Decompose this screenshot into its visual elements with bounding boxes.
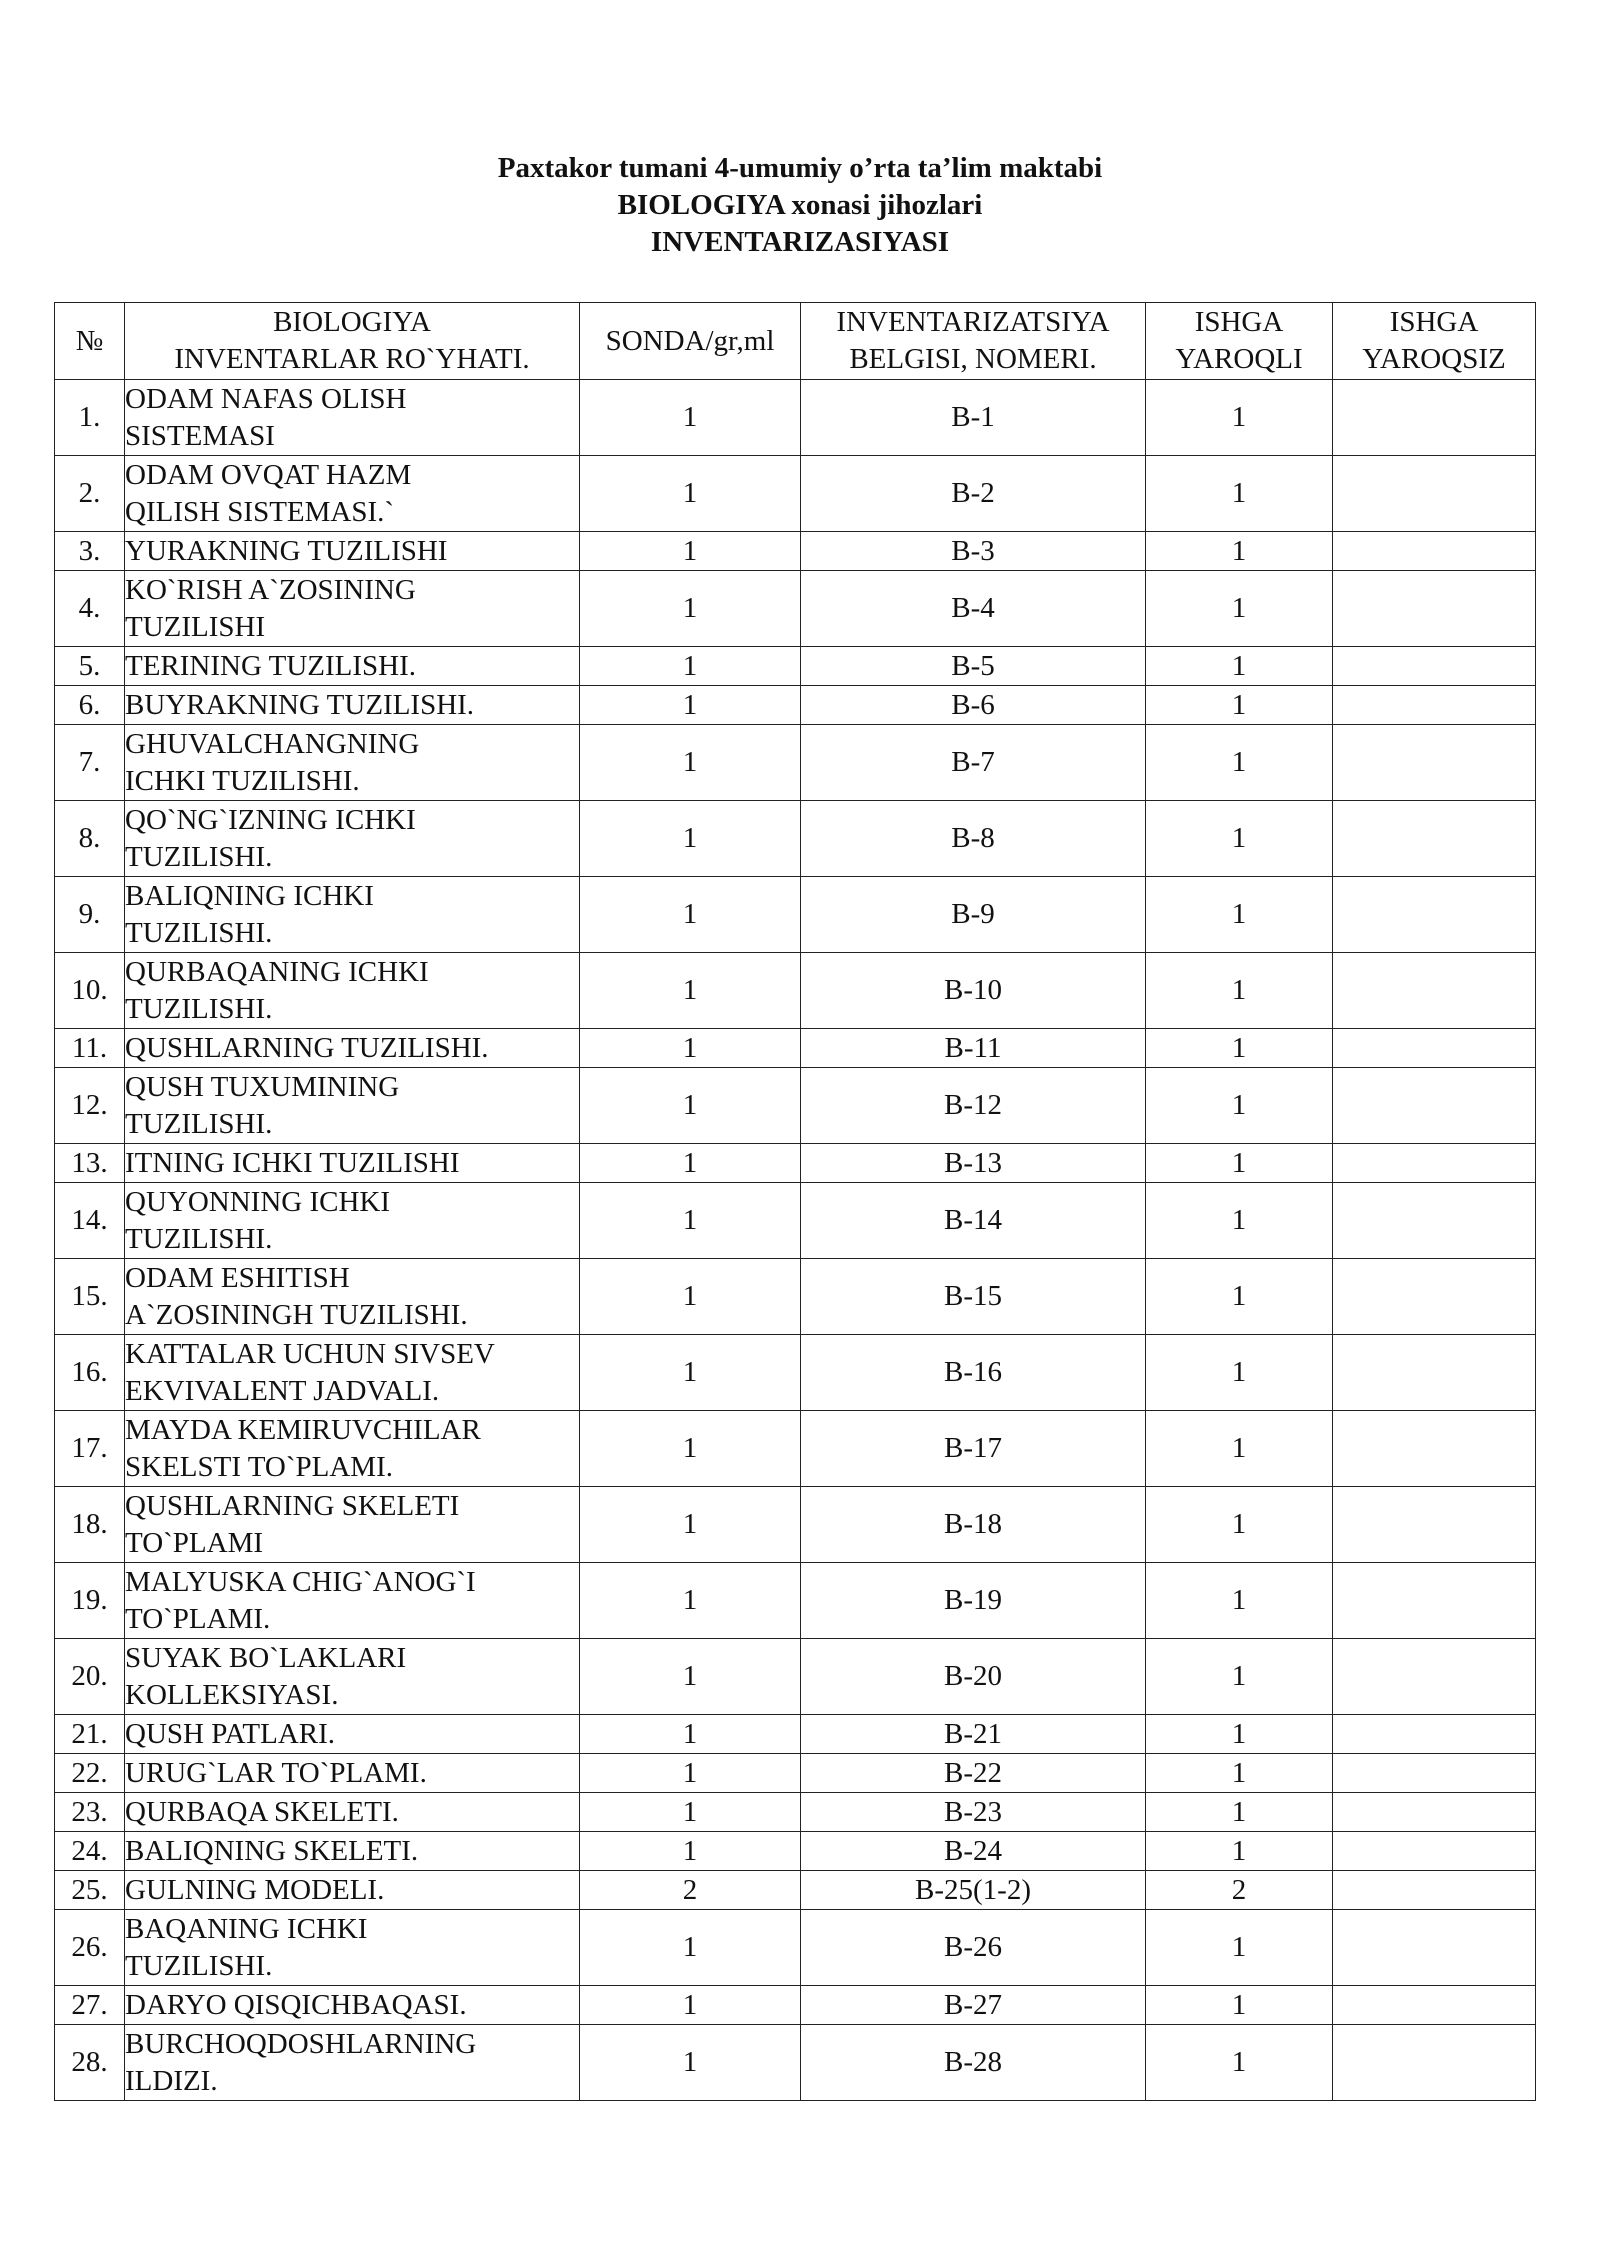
row-number: 24. [55, 1832, 125, 1871]
item-usable-count: 1 [1146, 456, 1333, 532]
table-row [55, 1068, 1536, 1144]
item-name-line: TUZILISHI. [125, 1949, 273, 1982]
item-usable-count: 1 [1146, 877, 1333, 953]
item-unusable-count [1333, 953, 1536, 1029]
item-name-line: EKVIVALENT JADVALI. [125, 1374, 440, 1407]
item-quantity: 2 [580, 1871, 801, 1910]
inventory-table [54, 302, 1536, 2101]
column-header-line: BELGISI, NOMERI. [849, 343, 1097, 375]
item-name-line: SKELSTI TO`PLAMI. [125, 1450, 393, 1483]
item-unusable-count [1333, 380, 1536, 456]
item-code: B-27 [801, 1986, 1146, 2025]
item-name [125, 647, 580, 686]
item-quantity: 1 [580, 1793, 801, 1832]
row-number: 1. [55, 380, 125, 456]
row-number: 23. [55, 1793, 125, 1832]
item-name-line: MALYUSKA CHIG`ANOG`I [125, 1565, 476, 1598]
item-usable-count: 1 [1146, 1832, 1333, 1871]
item-unusable-count [1333, 1832, 1536, 1871]
item-code: B-23 [801, 1793, 1146, 1832]
item-name-line: KATTALAR UCHUN SIVSEV [125, 1337, 495, 1370]
item-unusable-count [1333, 1715, 1536, 1754]
item-name-line: ODAM NAFAS OLISH [125, 382, 407, 415]
item-usable-count: 1 [1146, 686, 1333, 725]
item-code: B-28 [801, 2025, 1146, 2101]
item-quantity: 1 [580, 1986, 801, 2025]
item-usable-count: 1 [1146, 571, 1333, 647]
item-quantity: 1 [580, 1715, 801, 1754]
item-name [125, 686, 580, 725]
item-unusable-count [1333, 877, 1536, 953]
table-row [55, 877, 1536, 953]
item-name-line: TUZILISHI. [125, 840, 273, 873]
item-name-line: SUYAK BO`LAKLARI [125, 1641, 407, 1674]
table-row [55, 1335, 1536, 1411]
item-name-line: DARYO QISQICHBAQASI. [125, 1988, 467, 2021]
item-name [125, 380, 580, 456]
item-name-line: SISTEMASI [125, 419, 275, 452]
item-unusable-count [1333, 801, 1536, 877]
item-quantity: 1 [580, 877, 801, 953]
item-name [125, 1144, 580, 1183]
row-number: 18. [55, 1487, 125, 1563]
row-number: 22. [55, 1754, 125, 1793]
column-header-line: INVENTARLAR RO`YHATI. [174, 343, 530, 375]
table-row [55, 1487, 1536, 1563]
row-number: 6. [55, 686, 125, 725]
item-quantity: 1 [580, 456, 801, 532]
item-name-line: BALIQNING ICHKI [125, 879, 374, 912]
item-name-line: QILISH SISTEMASI.` [125, 495, 395, 528]
item-code: B-4 [801, 571, 1146, 647]
row-number: 19. [55, 1563, 125, 1639]
item-code: B-18 [801, 1487, 1146, 1563]
item-name-line: QUSH PATLARI. [125, 1717, 336, 1750]
item-code: B-15 [801, 1259, 1146, 1335]
item-usable-count: 1 [1146, 2025, 1333, 2101]
item-unusable-count [1333, 2025, 1536, 2101]
table-row [55, 1832, 1536, 1871]
item-code: B-5 [801, 647, 1146, 686]
row-number: 4. [55, 571, 125, 647]
item-name-line: ITNING ICHKI TUZILISHI [125, 1146, 460, 1179]
row-number: 27. [55, 1986, 125, 2025]
item-name [125, 725, 580, 801]
row-number: 20. [55, 1639, 125, 1715]
item-name [125, 2025, 580, 2101]
item-usable-count: 1 [1146, 1715, 1333, 1754]
table-row [55, 686, 1536, 725]
item-code: B-24 [801, 1832, 1146, 1871]
item-name-line: MAYDA KEMIRUVCHILAR [125, 1413, 481, 1446]
item-unusable-count [1333, 456, 1536, 532]
item-code: B-8 [801, 801, 1146, 877]
item-unusable-count [1333, 1144, 1536, 1183]
row-number: 9. [55, 877, 125, 953]
table-row [55, 1715, 1536, 1754]
item-usable-count: 1 [1146, 1183, 1333, 1259]
item-usable-count: 1 [1146, 1986, 1333, 2025]
item-unusable-count [1333, 1563, 1536, 1639]
item-unusable-count [1333, 647, 1536, 686]
document-title: INVENTARIZASIYASI [650, 226, 950, 258]
item-usable-count: 1 [1146, 1639, 1333, 1715]
document-header [0, 150, 1600, 261]
item-quantity: 1 [580, 1639, 801, 1715]
table-row [55, 1910, 1536, 1986]
table-row [55, 1259, 1536, 1335]
table-row [55, 1639, 1536, 1715]
item-usable-count: 1 [1146, 1487, 1333, 1563]
item-code: B-9 [801, 877, 1146, 953]
column-header-line: INVENTARIZATSIYA [836, 306, 1110, 338]
item-usable-count: 1 [1146, 953, 1333, 1029]
column-header-line: YAROQLI [1175, 343, 1303, 375]
item-name [125, 1793, 580, 1832]
item-name [125, 953, 580, 1029]
item-code: B-17 [801, 1411, 1146, 1487]
item-unusable-count [1333, 1335, 1536, 1411]
item-name-line: QUYONNING ICHKI [125, 1185, 390, 1218]
item-name [125, 1563, 580, 1639]
item-unusable-count [1333, 686, 1536, 725]
item-name-line: BAQANING ICHKI [125, 1912, 368, 1945]
item-code: B-21 [801, 1715, 1146, 1754]
row-number: 12. [55, 1068, 125, 1144]
item-name [125, 1411, 580, 1487]
row-number: 21. [55, 1715, 125, 1754]
row-number: 5. [55, 647, 125, 686]
column-header-line: BIOLOGIYA [273, 306, 431, 338]
item-unusable-count [1333, 1259, 1536, 1335]
item-name [125, 532, 580, 571]
item-name-line: QURBAQANING ICHKI [125, 955, 429, 988]
item-code: B-6 [801, 686, 1146, 725]
item-quantity: 1 [580, 1259, 801, 1335]
item-unusable-count [1333, 725, 1536, 801]
row-number: 15. [55, 1259, 125, 1335]
item-name-line: KOLLEKSIYASI. [125, 1678, 339, 1711]
item-quantity: 1 [580, 1563, 801, 1639]
column-header-usable [1146, 303, 1333, 380]
item-quantity: 1 [580, 1487, 801, 1563]
item-usable-count: 2 [1146, 1871, 1333, 1910]
item-quantity: 1 [580, 1910, 801, 1986]
item-usable-count: 1 [1146, 1754, 1333, 1793]
table-row [55, 1183, 1536, 1259]
item-name-line: ODAM ESHITISH [125, 1261, 350, 1294]
item-name-line: QUSHLARNING TUZILISHI. [125, 1031, 489, 1064]
row-number: 7. [55, 725, 125, 801]
item-name [125, 801, 580, 877]
item-name [125, 1487, 580, 1563]
column-header-name [125, 303, 580, 380]
item-name-line: URUG`LAR TO`PLAMI. [125, 1756, 427, 1789]
item-name [125, 1068, 580, 1144]
table-row [55, 1029, 1536, 1068]
row-number: 8. [55, 801, 125, 877]
item-quantity: 1 [580, 1754, 801, 1793]
item-name-line: TUZILISHI. [125, 992, 273, 1025]
table-row [55, 380, 1536, 456]
item-name-line: TUZILISHI. [125, 1222, 273, 1255]
item-name-line: TO`PLAMI. [125, 1602, 271, 1635]
table-row [55, 725, 1536, 801]
item-name-line: YURAKNING TUZILISHI [125, 534, 448, 567]
table-row [55, 1793, 1536, 1832]
table-row [55, 801, 1536, 877]
item-name-line: QURBAQA SKELETI. [125, 1795, 399, 1828]
table-header-row [55, 303, 1536, 380]
table-row [55, 532, 1536, 571]
item-code: B-26 [801, 1910, 1146, 1986]
item-usable-count: 1 [1146, 1563, 1333, 1639]
item-unusable-count [1333, 532, 1536, 571]
table-row [55, 2025, 1536, 2101]
item-usable-count: 1 [1146, 1335, 1333, 1411]
row-number: 3. [55, 532, 125, 571]
item-name [125, 1832, 580, 1871]
item-name-line: GHUVALCHANGNING [125, 727, 420, 760]
item-code: B-25(1-2) [801, 1871, 1146, 1910]
table-row [55, 1563, 1536, 1639]
item-name-line: TUZILISHI [125, 610, 266, 643]
item-code: B-1 [801, 380, 1146, 456]
item-quantity: 1 [580, 1183, 801, 1259]
item-unusable-count [1333, 1910, 1536, 1986]
item-name-line: QUSHLARNING SKELETI [125, 1489, 460, 1522]
item-name-line: BURCHOQDOSHLARNING [125, 2027, 477, 2060]
row-number: 13. [55, 1144, 125, 1183]
item-name [125, 1986, 580, 2025]
item-quantity: 1 [580, 1029, 801, 1068]
item-name-line: TUZILISHI. [125, 916, 273, 949]
item-name [125, 1871, 580, 1910]
item-unusable-count [1333, 1793, 1536, 1832]
item-name-line: GULNING MODELI. [125, 1873, 385, 1906]
item-code: B-2 [801, 456, 1146, 532]
item-name-line: ODAM OVQAT HAZM [125, 458, 412, 491]
table-row [55, 1871, 1536, 1910]
item-unusable-count [1333, 1986, 1536, 2025]
item-usable-count: 1 [1146, 1068, 1333, 1144]
item-name [125, 571, 580, 647]
item-code: B-13 [801, 1144, 1146, 1183]
item-unusable-count [1333, 1871, 1536, 1910]
table-row [55, 1754, 1536, 1793]
column-header-line: ISHGA [1389, 306, 1479, 338]
item-name-line: BALIQNING SKELETI. [125, 1834, 419, 1867]
column-header-line: ISHGA [1194, 306, 1284, 338]
item-name [125, 1183, 580, 1259]
room-title: BIOLOGIYA xonasi jihozlari [617, 189, 983, 221]
item-quantity: 1 [580, 686, 801, 725]
item-usable-count: 1 [1146, 1910, 1333, 1986]
column-header-line: YAROQSIZ [1362, 343, 1506, 375]
item-code: B-22 [801, 1754, 1146, 1793]
item-name [125, 1910, 580, 1986]
column-header-code [801, 303, 1146, 380]
item-code: B-20 [801, 1639, 1146, 1715]
item-usable-count: 1 [1146, 532, 1333, 571]
table-row [55, 1986, 1536, 2025]
item-usable-count: 1 [1146, 1793, 1333, 1832]
item-name-line: A`ZOSININGH TUZILISHI. [125, 1298, 468, 1331]
item-unusable-count [1333, 1411, 1536, 1487]
row-number: 26. [55, 1910, 125, 1986]
item-usable-count: 1 [1146, 725, 1333, 801]
column-header-line: SONDA/gr,ml [605, 324, 775, 357]
item-quantity: 1 [580, 380, 801, 456]
item-code: B-10 [801, 953, 1146, 1029]
item-name-line: TERINING TUZILISHI. [125, 649, 417, 682]
row-number: 16. [55, 1335, 125, 1411]
item-usable-count: 1 [1146, 647, 1333, 686]
item-unusable-count [1333, 1639, 1536, 1715]
row-number: 11. [55, 1029, 125, 1068]
item-name-line: QO`NG`IZNING ICHKI [125, 803, 416, 836]
column-header-quantity [580, 303, 801, 380]
table-row [55, 647, 1536, 686]
item-unusable-count [1333, 1183, 1536, 1259]
column-header-number [55, 303, 125, 380]
item-code: B-12 [801, 1068, 1146, 1144]
item-code: B-7 [801, 725, 1146, 801]
table-row [55, 1411, 1536, 1487]
item-name [125, 1639, 580, 1715]
item-name-line: BUYRAKNING TUZILISHI. [125, 688, 475, 721]
item-usable-count: 1 [1146, 1144, 1333, 1183]
row-number: 17. [55, 1411, 125, 1487]
item-code: B-16 [801, 1335, 1146, 1411]
item-name [125, 877, 580, 953]
item-quantity: 1 [580, 725, 801, 801]
item-usable-count: 1 [1146, 1411, 1333, 1487]
item-name [125, 456, 580, 532]
item-quantity: 1 [580, 1411, 801, 1487]
table-row [55, 953, 1536, 1029]
item-name-line: KO`RISH A`ZOSINING [125, 573, 416, 606]
item-quantity: 1 [580, 1144, 801, 1183]
table-body [55, 380, 1536, 2101]
item-name [125, 1029, 580, 1068]
item-name-line: TO`PLAMI [125, 1526, 264, 1559]
item-unusable-count [1333, 571, 1536, 647]
item-quantity: 1 [580, 1335, 801, 1411]
item-name [125, 1259, 580, 1335]
item-quantity: 1 [580, 953, 801, 1029]
item-name-line: ILDIZI. [125, 2064, 218, 2097]
item-name [125, 1754, 580, 1793]
item-quantity: 1 [580, 2025, 801, 2101]
item-usable-count: 1 [1146, 801, 1333, 877]
item-unusable-count [1333, 1029, 1536, 1068]
column-header-line: № [75, 324, 104, 357]
row-number: 10. [55, 953, 125, 1029]
item-quantity: 1 [580, 647, 801, 686]
item-quantity: 1 [580, 571, 801, 647]
item-code: B-11 [801, 1029, 1146, 1068]
item-name [125, 1335, 580, 1411]
row-number: 28. [55, 2025, 125, 2101]
item-quantity: 1 [580, 1832, 801, 1871]
item-code: B-14 [801, 1183, 1146, 1259]
item-name-line: QUSH TUXUMINING [125, 1070, 400, 1103]
table-row [55, 1144, 1536, 1183]
item-quantity: 1 [580, 532, 801, 571]
item-code: B-19 [801, 1563, 1146, 1639]
item-name-line: TUZILISHI. [125, 1107, 273, 1140]
table-row [55, 456, 1536, 532]
item-name [125, 1715, 580, 1754]
row-number: 14. [55, 1183, 125, 1259]
item-unusable-count [1333, 1068, 1536, 1144]
row-number: 2. [55, 456, 125, 532]
row-number: 25. [55, 1871, 125, 1910]
school-name: Paxtakor tumani 4-umumiy o’rta ta’lim maktabi [497, 152, 1103, 184]
item-quantity: 1 [580, 1068, 801, 1144]
item-name-line: ICHKI TUZILISHI. [125, 764, 360, 797]
column-header-unusable [1333, 303, 1536, 380]
item-unusable-count [1333, 1754, 1536, 1793]
item-code: B-3 [801, 532, 1146, 571]
item-unusable-count [1333, 1487, 1536, 1563]
table-row [55, 571, 1536, 647]
item-usable-count: 1 [1146, 380, 1333, 456]
item-usable-count: 1 [1146, 1029, 1333, 1068]
item-quantity: 1 [580, 801, 801, 877]
item-usable-count: 1 [1146, 1259, 1333, 1335]
